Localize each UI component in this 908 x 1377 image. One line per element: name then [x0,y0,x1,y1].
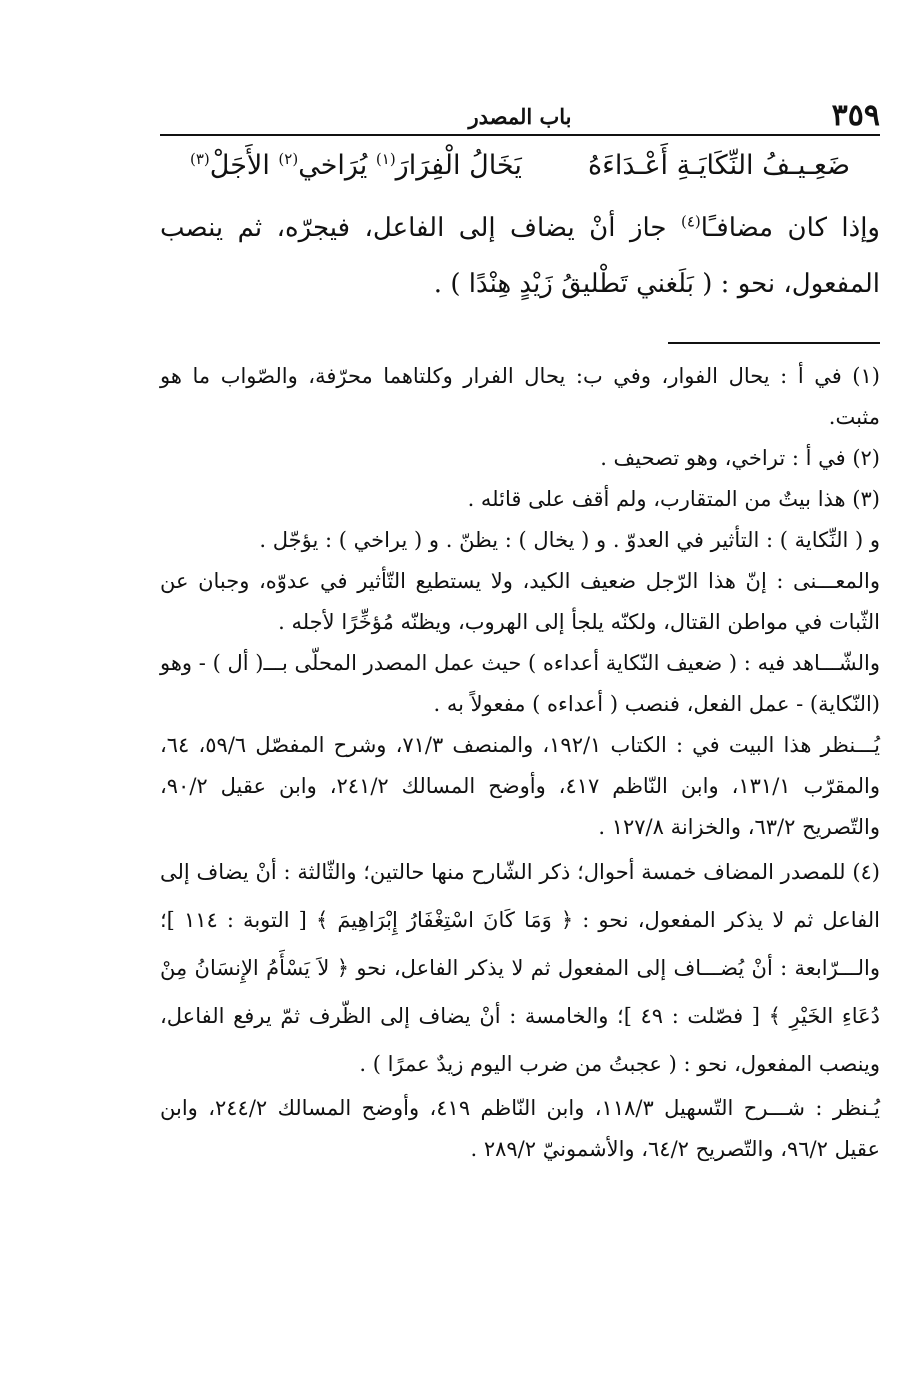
verse-word-yurakhi: يُرَاخي [298,150,376,181]
footnote-3-sources: يُـــنظر هذا البيت في : الكتاب ١٩٢/١، والمنصف ٧١/٣، وشرح المفصّل ٥٩/٦، ٦٤، والمقرّب ١٣١/١، وابن النّاظم ٤١٧، وأوضح المسالك ٢٤١/٢، وابن عقيل ٩٠/٢، والتّصريح ٦٣/٢، والخزانة ١٢٧/٨ . [160,733,881,839]
footnote-ref-4: (٤) [680,212,701,231]
main-paragraph [160,200,880,312]
footnote-ref-2: (٢) [278,150,299,168]
footnote-ref-3: (٣) [190,150,210,168]
main-text-part-2: جاز أنْ يضاف إلى الفاعل، فيجرّه، ثم ينصب المفعول، نحو : ( بَلَغني تَطْليقُ زَيْدٍ هِنْدًا ) . [160,213,880,299]
footnote-ref-1: (١) [375,150,396,168]
page-header [160,100,880,132]
verse-second-hemistich-text: يَخَالُ الْفِرَارَ [395,150,522,181]
footnote-3-meaning: والمعـــنى : إنّ هذا الرّجل ضعيف الكيد، ولا يستطيع التّأثير في عدوّه، وجبان عن الثّبات في مواطن القتال، ولكنّه يلجأ إلى الهروب، ويظنّه مُؤخِّرًا لأجله . [160,569,880,634]
poetry-verse [160,142,880,190]
footnote-2: (٢) في أ : تراخي، وهو تصحيف . [600,446,880,470]
footnote-4: (٤) للمصدر المضاف خمسة أحوال؛ ذكر الشّارح منها حالتين؛ والثّالثة : أنْ يضاف إلى الفاعل ثم لا يذكر المفعول، نحو : ﴿ وَمَا كَانَ اسْتِغْفَارُ إِبْرَاهِيمَ ﴾ [ التوبة : ١١٤ ]؛ والـــرّابعة : أنْ يُضـــاف إلى المفعول ثم لا يذكر الفاعل، نحو ﴿ لاَ يَسْأَمُ الإِنسَانُ مِنْ دُعَاءِ الخَيْرِ ﴾ [ فصّلت : ٤٩ ]؛ والخامسة : أنْ يضاف إلى الظّرف ثمّ يرفع الفاعل، وينصب المفعول، نحو : ( عجبتُ من ضرب اليوم زيدٌ عمرًا ) . [160,860,881,1076]
footnotes-section [160,356,880,1170]
footnote-separator [668,342,880,344]
page-number: ٣٥٩ [831,98,880,133]
footnote-3: (٣) هذا بيتٌ من المتقارب، ولم أقف على قائله . [467,487,880,511]
footnote-4-sources: يُـنظر : شـــرح التّسهيل ١١٨/٣، وابن النّاظم ٤١٩، وأوضح المسالك ٢٤٤/٢، وابن عقيل ٩٦/٢، والتّصريح ٦٤/٢، والأشمونيّ ٢٨٩/٢ . [160,1096,880,1161]
verse-second-hemistich [190,142,522,190]
verse-first-hemistich: ضَعِـيـفُ النِّكَايَـةِ أَعْـدَاءَهُ [588,150,850,181]
verse-word-alajal: الأَجَلْ [209,150,279,181]
footnote-3-vocabulary: و ( النِّكاية ) : التأثير في العدوّ . و ( يخال ) : يظنّ . و ( يراخي ) : يؤجّل . [259,528,880,552]
footnote-1: (١) في أ : يحال الفوار، وفي ب: يحال الفرار وكلتاهما محرّفة، والصّواب ما هو مثبت. [160,364,880,429]
header-rule [160,134,880,136]
footnote-3-evidence: والشّـــاهد فيه : ( ضعيف النّكاية أعداءه ) حيث عمل المصدر المحلّى بـــ( أل ) - وهو (النّكاية) - عمل الفعل، فنصب ( أعداءه ) مفعولاً به . [160,651,880,716]
main-text-part-1: وإذا كان مضافـًا [700,213,880,243]
running-title: باب المصدر [468,104,572,129]
